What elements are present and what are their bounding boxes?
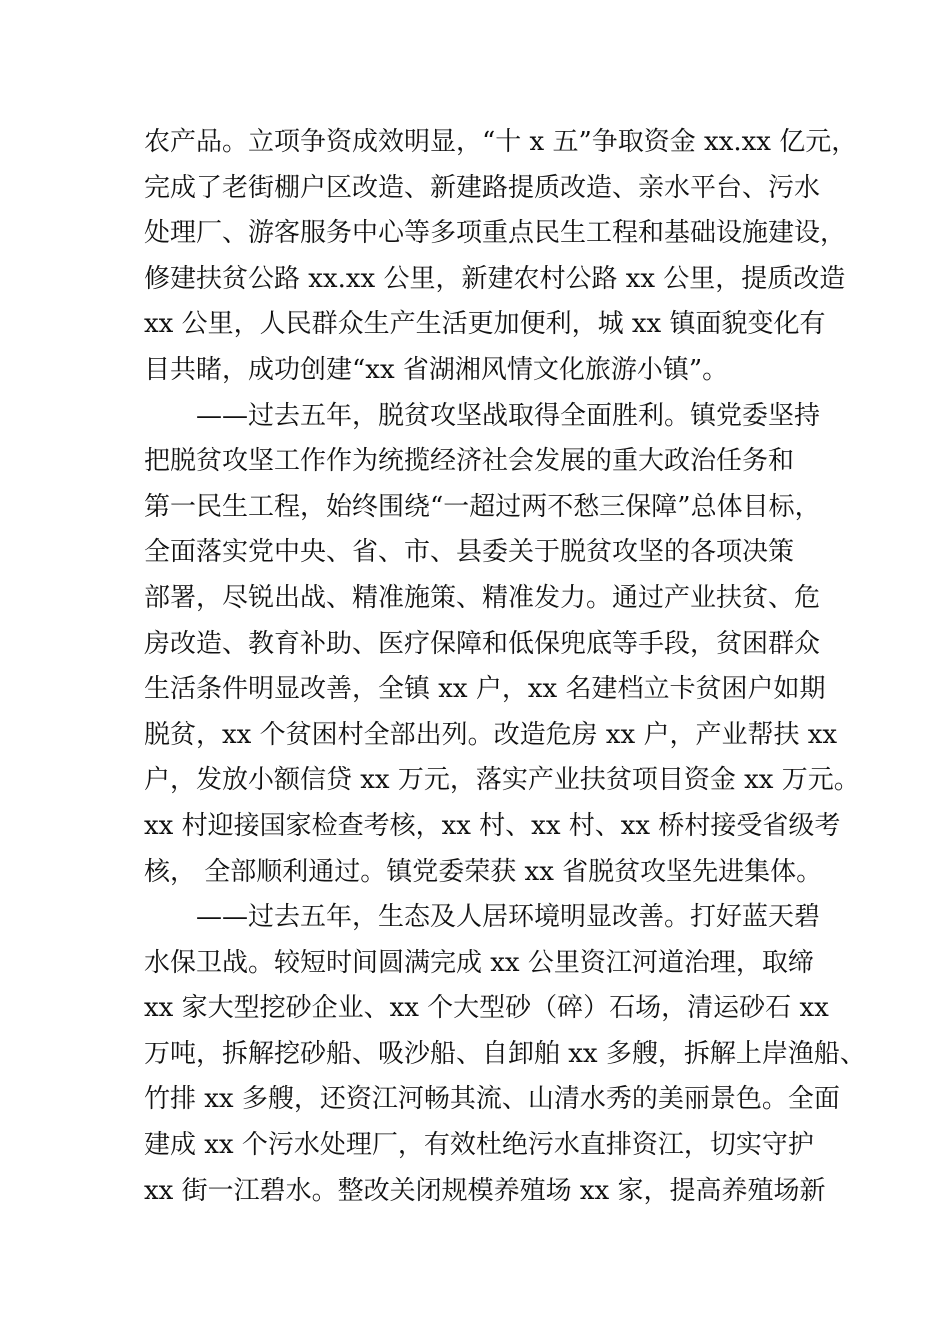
text-line: 万吨，拆解挖砂船、吸沙船、自卸舶 xx 多艘，拆解上岸渔船、 bbox=[144, 1038, 866, 1069]
text-line: 生活条件明显改善，全镇 xx 户，xx 名建档立卡贫困户如期 bbox=[144, 674, 826, 705]
text-line: 修建扶贫公路 xx.xx 公里，新建农村公路 xx 公里，提质改造 bbox=[144, 263, 846, 294]
text-line: 核， 全部顺利通过。镇党委荣获 xx 省脱贫攻坚先进集体。 bbox=[144, 856, 823, 887]
text-line: 目共睹，成功创建“xx 省湖湘风情文化旅游小镇”。 bbox=[144, 354, 729, 385]
paragraph-first-line: ——过去五年，脱贫攻坚战取得全面胜利。镇党委坚持 bbox=[196, 400, 821, 431]
text-line: 水保卫战。较短时间圆满完成 xx 公里资江河道治理，取缔 bbox=[144, 947, 814, 978]
text-line: 户，发放小额信贷 xx 万元，落实产业扶贫项目资金 xx 万元。 bbox=[144, 765, 860, 796]
text-line: xx 村迎接国家检查考核，xx 村、xx 村、xx 桥村接受省级考 bbox=[144, 810, 841, 841]
text-line: 竹排 xx 多艘，还资江河畅其流、山清水秀的美丽景色。全面 bbox=[144, 1084, 840, 1115]
text-line: 完成了老街棚户区改造、新建路提质改造、亲水平台、污水 bbox=[144, 172, 821, 203]
text-line: xx 街一江碧水。整改关闭规模养殖场 xx 家，提高养殖场新 bbox=[144, 1175, 826, 1206]
text-line: 第一民生工程，始终围绕“一超过两不愁三保障”总体目标， bbox=[144, 491, 821, 522]
text-line: 农产品。立项争资成效明显，“十 x 五”争取资金 xx.xx 亿元， bbox=[144, 127, 858, 157]
text-line: 处理厂、游客服务中心等多项重点民生工程和基础设施建设， bbox=[144, 218, 847, 249]
text-line: 建成 xx 个污水处理厂，有效杜绝污水直排资江，切实守护 bbox=[144, 1130, 814, 1161]
text-line: 把脱贫攻坚工作作为统揽经济社会发展的重大政治任务和 bbox=[144, 446, 795, 477]
text-line: 脱贫，xx 个贫困村全部出列。改造危房 xx 户，产业帮扶 xx bbox=[144, 719, 838, 750]
text-line: 全面落实党中央、省、市、县委关于脱贫攻坚的各项决策 bbox=[144, 537, 795, 568]
text-line: 部署，尽锐出战、精准施策、精准发力。通过产业扶贫、危 bbox=[144, 582, 821, 613]
text-line: xx 家大型挖砂企业、xx 个大型砂（碎）石场，清运砂石 xx bbox=[144, 993, 829, 1024]
paragraph-first-line: ——过去五年，生态及人居环境明显改善。打好蓝天碧 bbox=[196, 902, 821, 933]
text-line: 房改造、教育补助、医疗保障和低保兜底等手段，贫困群众 bbox=[144, 628, 821, 659]
body-text bbox=[144, 120, 866, 1214]
text-line: xx 公里，人民群众生产生活更加便利，城 xx 镇面貌变化有 bbox=[144, 309, 826, 340]
